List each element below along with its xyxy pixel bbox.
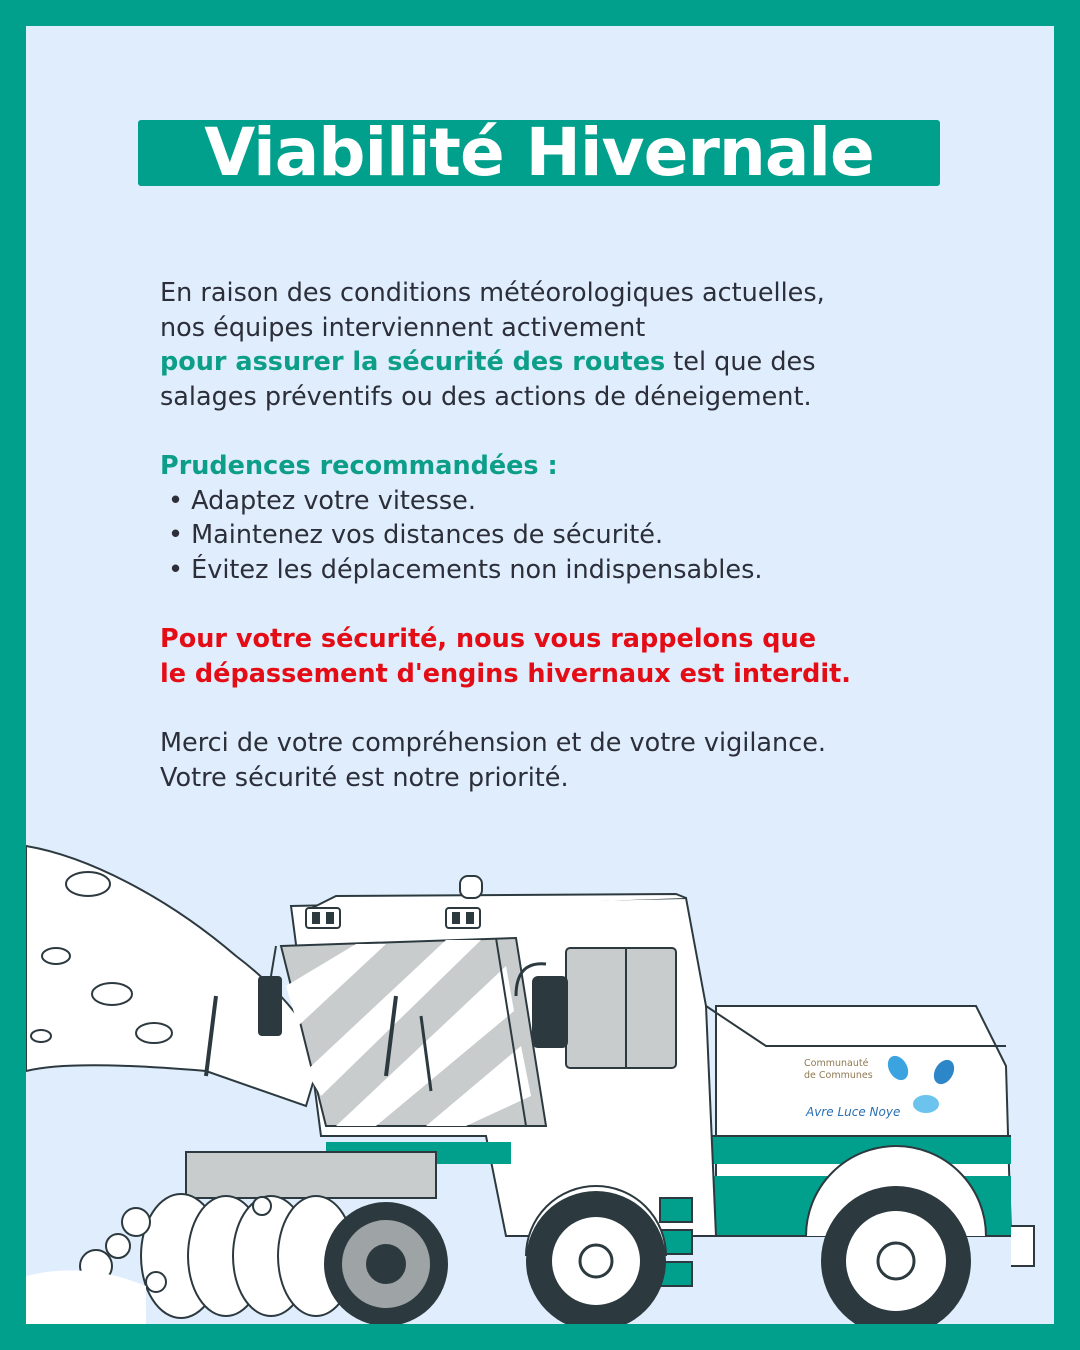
logo-name: Avre Luce Noye <box>806 1105 901 1119</box>
title-banner <box>138 114 940 191</box>
body-text <box>160 276 960 795</box>
middle-wheel <box>526 1186 666 1324</box>
rear-wheel <box>806 1146 986 1324</box>
prudence-item: • Adaptez votre vitesse. <box>168 485 476 516</box>
intro-line-3-rest: tel que des <box>665 347 816 377</box>
prudence-item: • Maintenez vos distances de sécurité. <box>168 520 664 550</box>
front-wheel <box>324 1202 448 1324</box>
intro-line-3 <box>160 345 960 380</box>
intro-line-2: nos équipes interviennent activement <box>160 312 646 343</box>
intro-line-1: En raison des conditions météorologiques actuelles, <box>160 278 825 308</box>
closing-line-1: Merci de votre compréhension et de votre vigilance. <box>160 728 827 758</box>
warning-line-1: Pour votre sécurité, nous vous rappelons que <box>160 624 816 654</box>
logo-line-1: Communauté <box>804 1058 869 1069</box>
warning-line-2: le dépassement d'engins hivernaux est interdit. <box>160 658 851 689</box>
poster-frame <box>26 26 1054 1324</box>
prudence-item: • Évitez les déplacements non indispensables. <box>168 554 763 585</box>
logo-line-2: de Communes <box>804 1070 873 1081</box>
intro-highlight: pour assurer la sécurité des routes <box>160 347 666 377</box>
closing-line-2: Votre sécurité est notre priorité. <box>160 762 569 793</box>
snowplow-illustration <box>26 836 1054 1324</box>
prudences-heading: Prudences recommandées : <box>160 451 558 481</box>
intro-line-4: salages préventifs ou des actions de déneigement. <box>160 381 812 412</box>
front-rotor <box>141 1194 354 1318</box>
page-title: Viabilité Hivernale <box>204 114 874 191</box>
